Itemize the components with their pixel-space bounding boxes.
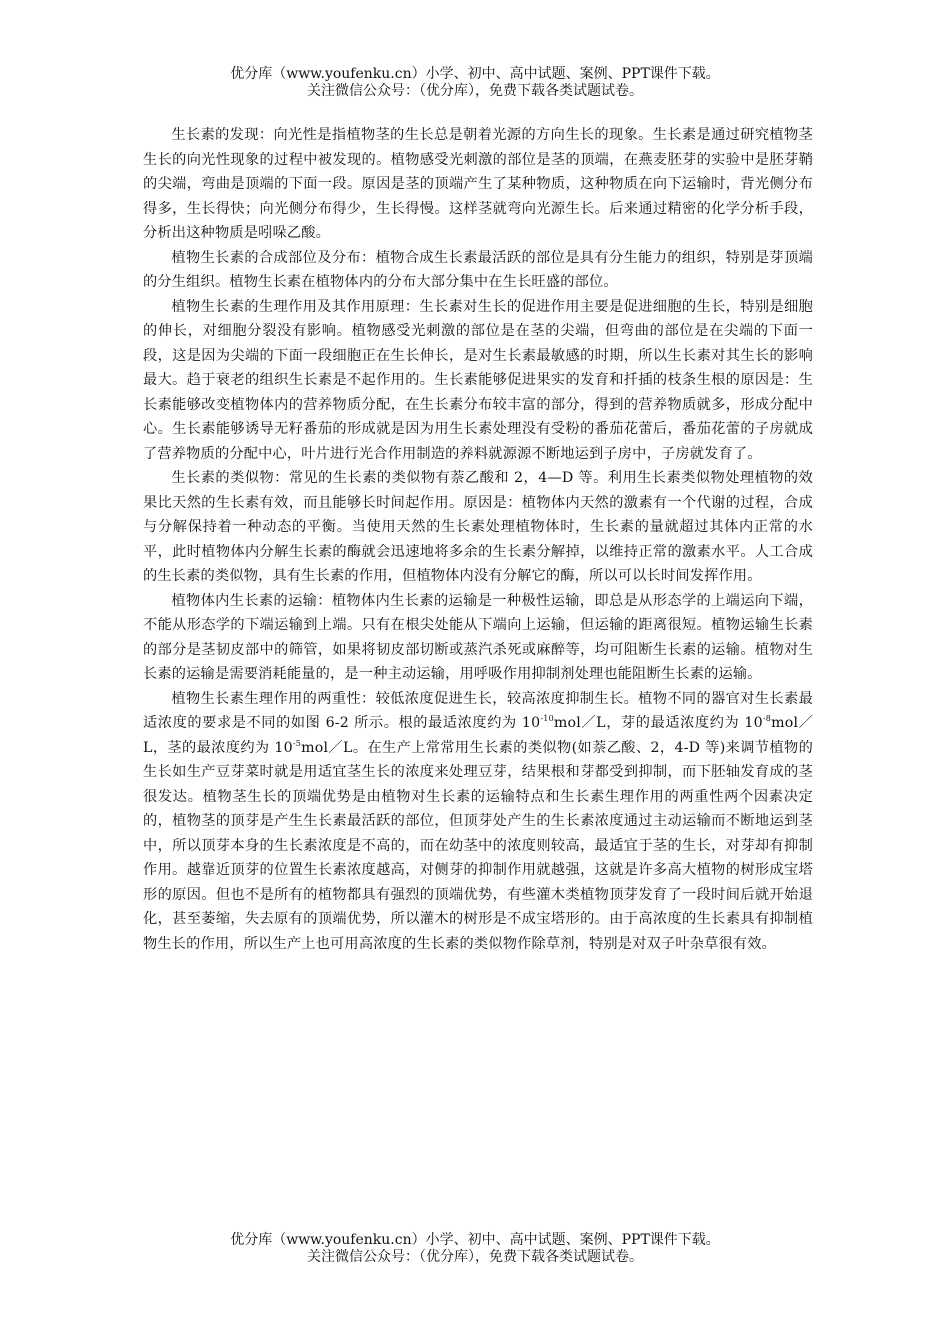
- page-footer: [0, 1232, 950, 1266]
- paragraph-dual-effect: [143, 687, 813, 957]
- page-header: [0, 66, 950, 100]
- paragraph-analogs: 生长素的类似物：常见的生长素的类似物有萘乙酸和 2，4—D 等。利用生长素类似物处理植物的效果比天然的生长素有效，而且能够长时间起作用。原因是：植物体内天然的激素有一个代谢的过程，合成与分解保持着一种动态的平衡。当使用天然的生长素处理植物体时，生长素的量就超过其体内正常的水平，此时植物体内分解生长素的酶就会迅速地将多余的生长素分解掉，以维持正常的激素水平。人工合成的生长素的类似物，具有生长素的作用，但植物体内没有分解它的酶，所以可以长时间发挥作用。: [143, 470, 813, 584]
- dual-effect-text-a: 植物生长素生理作用的两重性：较低浓度促进生长，较高浓度抑制生长。植物不同的器官对生长素最适浓度的要求是不同的如图 6-2 所示。根的最适浓度约为 10: [143, 690, 813, 731]
- paragraph-physiology: 植物生长素的生理作用及其作用原理：生长素对生长的促进作用主要是促进细胞的生长，特别是细胞的伸长，对细胞分裂没有影响。植物感受光刺激的部位是在茎的尖端，但弯曲的部位是在尖端的下面一段，这是因为尖端的下面一段细胞正在生长伸长，是对生长素最敏感的时期，所以生长素对其生长的影响最大。趋于衰老的组织生长素是不起作用的。生长素能够促进果实的发育和扦插的枝条生根的原因是：生长素能够改变植物体内的营养物质分配，在生长素分布较丰富的部分，得到的营养物质就多，形成分配中心。生长素能够诱导无籽番茄的形成就是因为用生长素处理没有受粉的番茄花蕾后，番茄花蕾的子房就成了营养物质的分配中心，叶片进行光合作用制造的养料就源源不断地运到子房中，子房就发育了。: [143, 298, 813, 462]
- paragraph-synthesis: 植物生长素的合成部位及分布：植物合成生长素最活跃的部位是具有分生能力的组织，特别是芽顶端的分生组织。植物生长素在植物体内的分布大部分集中在生长旺盛的部位。: [143, 249, 813, 290]
- paragraph-discovery: 生长素的发现：向光性是指植物茎的生长总是朝着光源的方向生长的现象。生长素是通过研究植物茎生长的向光性现象的过程中被发现的。植物感受光刺激的部位是茎的顶端，在燕麦胚芽的实验中是胚芽鞘的尖端，弯曲是顶端的下面一段。原因是茎的顶端产生了某种物质，这种物质在向下运输时，背光侧分布得多，生长得快；向光侧分布得少，生长得慢。这样茎就弯向光源生长。后来通过精密的化学分析手段，分析出这种物质是吲哚乙酸。: [143, 127, 813, 241]
- header-line-wechat: 关注微信公众号：（优分库），免费下载各类试题试卷。: [307, 83, 643, 99]
- article-body: [143, 123, 813, 956]
- header-line-site: 优分库（www.youfenku.cn）小学、初中、高中试题、案例、PPT课件下载。: [230, 66, 720, 82]
- dual-effect-text-b: mol／L，芽的最适浓度约为 10: [553, 715, 763, 731]
- exponent-root: -10: [540, 714, 554, 723]
- footer-line-site: 优分库（www.youfenku.cn）小学、初中、高中试题、案例、PPT课件下载。: [230, 1232, 720, 1248]
- exponent-bud: -8: [762, 714, 772, 723]
- dual-effect-text-c: mol／L，茎的最浓度约为 10: [143, 715, 813, 756]
- exponent-stem: -5: [292, 738, 302, 748]
- paragraph-transport: 植物体内生长素的运输：植物体内生长素的运输是一种极性运输，即总是从形态学的上端运向下端，不能从形态学的下端运输到上端。只有在根尖处能从下端向上运输，但运输的距离很短。植物运输生长素的部分是茎韧皮部中的筛管，如果将韧皮部切断或蒸汽杀死或麻醉等，均可阻断生长素的运输。植物对生长素的运输是需要消耗能量的，是一种主动运输，用呼吸作用抑制剂处理也能阻断生长素的运输。: [143, 592, 813, 682]
- dual-effect-text-d: mol／L。在生产上常常用生长素的类似物(如萘乙酸、2，4-D 等)来调节植物的生长如生产豆芽菜时就是用适宜茎生长的浓度来处理豆芽，结果根和芽都受到抑制，而下胚轴发育成的茎很发达。植物茎生长的顶端优势是由植物对生长素的运输特点和生长素生理作用的两重性两个因素决定的，植物茎的顶芽是产生生长素最活跃的部位，但顶芽处产生的生长素浓度通过主动运输而不断地运到茎中，所以顶芽本身的生长素浓度是不高的，而在幼茎中的浓度则较高，最适宜于茎的生长，对芽却有抑制作用。越靠近顶芽的位置生长素浓度越高，对侧芽的抑制作用就越强，这就是许多高大植物的树形成宝塔形的原因。但也不是所有的植物都具有强烈的顶端优势，有些灌木类植物顶芽发育了一段时间后就开始退化，甚至萎缩，失去原有的顶端优势，所以灌木的树形是不成宝塔形的。由于高浓度的生长素具有抑制植物生长的作用，所以生产上也可用高浓度的生长素的类似物作除草剂，特别是对双子叶杂草很有效。: [143, 739, 813, 952]
- footer-line-wechat: 关注微信公众号：（优分库），免费下载各类试题试卷。: [307, 1249, 643, 1265]
